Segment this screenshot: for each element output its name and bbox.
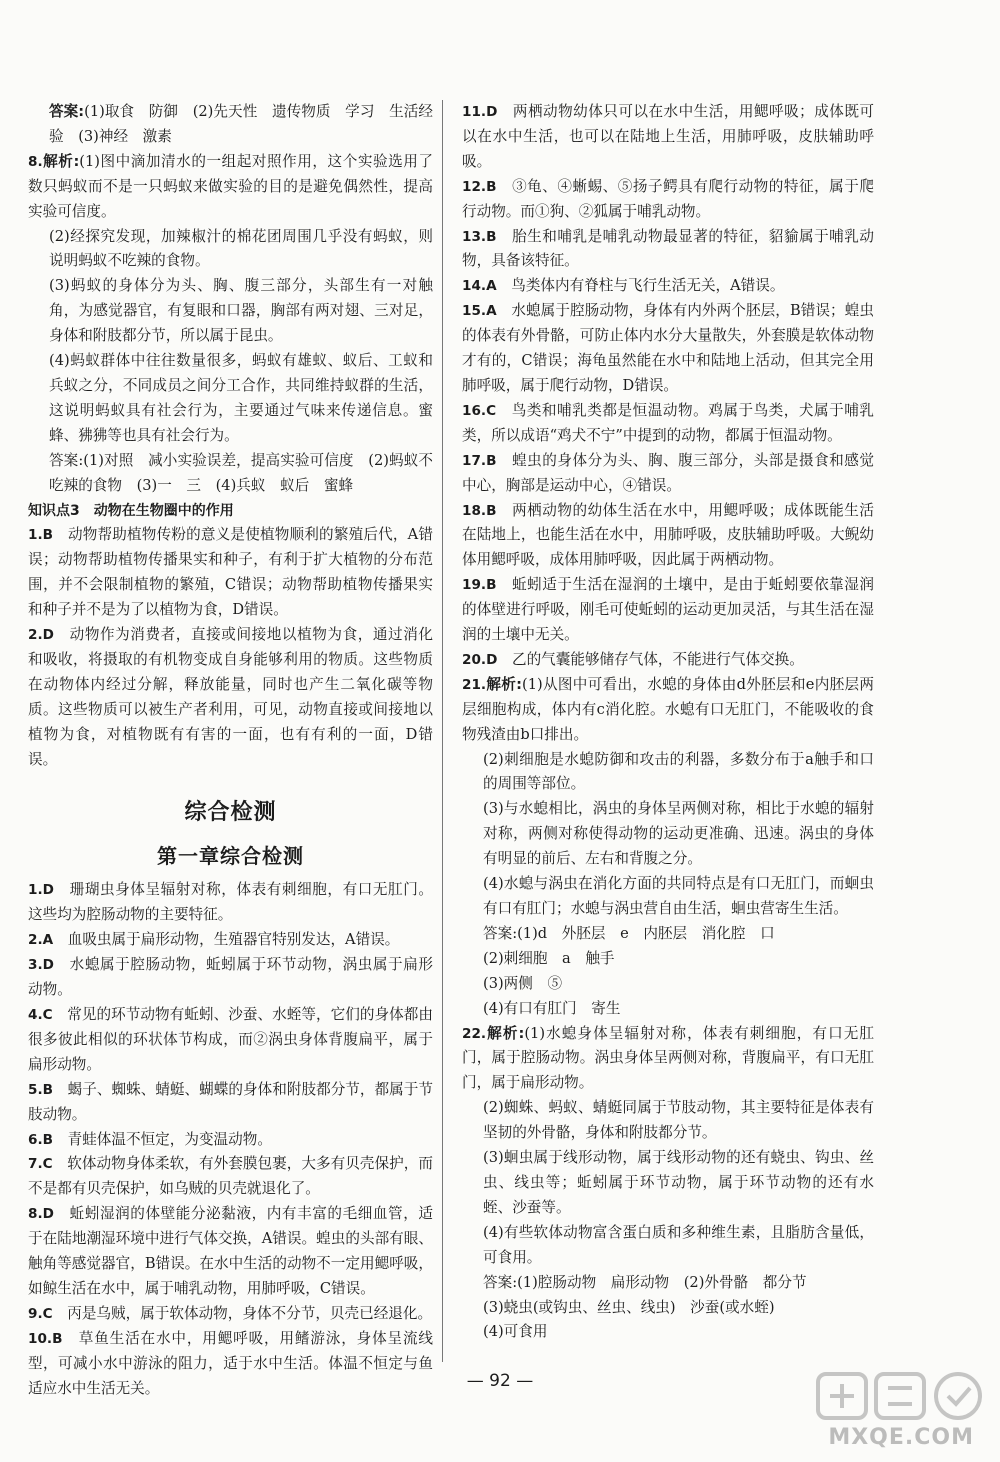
item-number: 21. [462, 676, 487, 693]
test-item-12 [462, 175, 874, 225]
item-number: 18.B [462, 502, 497, 519]
answer-22 [462, 1271, 874, 1296]
analysis-label: 解析: [486, 675, 523, 693]
item-text: 水螅属于腔肠动物，身体有内外两个胚层，B错误；蝗虫的体表有外骨骼，可防止体内水分大量散失，外套膜是软体动物才有的，C错误；海龟虽然能在水中和陆地上活动，但其完全用肺呼吸，属于爬行动物，D错误。 [462, 302, 874, 394]
left-column [28, 100, 433, 1402]
kp-item-2 [28, 623, 433, 772]
item-number: 16.C [462, 402, 497, 419]
answer-text: (1)对照 减小实验误差，提高实验可信度 (2)蚂蚁不吃辣的食物 (3)一 三 (4)兵蚁 蚁后 蜜蜂 [49, 451, 433, 494]
analysis-text: (3)蚂蚁的身体分为头、胸、腹三部分，头部生有一对触角，为感觉器官，有复眼和口器，胸部有两对翅、三对足，身体和附肢都分节，所以属于昆虫。 [49, 277, 433, 345]
analysis-text: (1)图中滴加清水的一组起对照作用，这个实验选用了数只蚂蚁而不是一只蚂蚁来做实验的目的是避免偶然性，提高实验可信度。 [28, 152, 433, 220]
answer-text: (1)d 外胚层 e 内胚层 消化腔 口 [517, 924, 775, 942]
test-item-9 [28, 1302, 433, 1327]
item-text: 两栖动物的幼体生活在水中，用鳃呼吸；成体既能生活在陆地上，也能生活在水中，用肺呼吸，皮肤辅助呼吸。大鲵幼体用鳃呼吸，成体用肺呼吸，因此属于两栖动物。 [462, 501, 874, 569]
test-item-5 [28, 1078, 433, 1128]
watermark-text: MXQE.COM [828, 1425, 974, 1450]
item-text: 鸟类和哺乳类都是恒温动物。鸡属于鸟类，犬属于哺乳类，所以成语“鸡犬不宁”中提到的动物，都属于恒温动物。 [462, 401, 874, 444]
item-text: 蝎子、蜘蛛、蜻蜓、蝴蝶的身体和附肢都分节，都属于节肢动物。 [28, 1080, 433, 1123]
item-number: 9.C [28, 1305, 53, 1322]
item-text: 常见的环节动物有蚯蚓、沙蚕、水蛭等，它们的身体都由很多彼此相似的环状体节构成，而②涡虫身体背腹扁平，属于扁形动物。 [28, 1006, 433, 1073]
watermark-logo [812, 1366, 988, 1456]
test-item-21 [462, 673, 874, 1022]
test-item-19 [462, 573, 874, 648]
item-number: 20.D [462, 651, 498, 668]
answer-label: 答案: [49, 103, 85, 120]
test-item-22 [462, 1022, 874, 1346]
kp-item-1 [28, 523, 433, 623]
test-item-1 [28, 878, 433, 928]
item-text: 乙的气囊能够储存气体，不能进行气体交换。 [511, 650, 804, 668]
watermark-emblem-icon [812, 1366, 988, 1426]
test-item-2 [28, 928, 433, 953]
analysis-text: (4)水螅与涡虫在消化方面的共同特点是有口无肛门，而蛔虫有口有肛门；水螅与涡虫营自由生活，蛔虫营寄生生活。 [483, 875, 874, 917]
answer-text: (3)蛲虫(或钩虫、丝虫、线虫) 沙蚕(或水蛭) [483, 1298, 775, 1316]
test-item-4 [28, 1003, 433, 1078]
item-number: 10.B [28, 1330, 63, 1347]
item-text: ③龟、④蜥蜴、⑤扬子鳄具有爬行动物的特征，属于爬行动物。而①狗、②狐属于哺乳动物。 [462, 177, 874, 220]
item-number: 19.B [462, 577, 497, 594]
item-number: 7.C [28, 1156, 53, 1173]
item-number: 4.C [28, 1007, 53, 1023]
analysis-text: (2)经探究发现，加辣椒汁的棉花团周围几乎没有蚂蚁，则说明蚂蚁不吃辣的食物。 [49, 227, 433, 270]
item-number: 2.A [28, 932, 54, 949]
item-text: 动物帮助植物传粉的意义是使植物顺利的繁殖后代，A错误；动物帮助植物传播果实和种子，有利于扩大植物的分布范围，并不会限制植物的繁殖，C错误；动物帮助植物传播果实和种子并不是为了以植物为食，D错误。 [28, 526, 433, 619]
item-text: 草鱼生活在水中，用鳃呼吸，用鳍游泳，身体呈流线型，可减小水中游泳的阻力，适于水中生活。体温不恒定与鱼适应水中生活无关。 [28, 1329, 433, 1397]
analysis-text: (1)从图中可看出，水螅的身体由d外胚层和e内胚层两层细胞构成，体内有c消化腔。水螅有口无肛门，不能吸收的食物残渣由b口排出。 [462, 675, 874, 743]
item-text: 动物作为消费者，直接或间接地以植物为食，通过消化和吸收，将摄取的有机物变成自身能够利用的物质。这些物质在动物体内经过分解，释放能量，同时也产生二氧化碳等物质。这些物质可以被生产者利用，可见，动物直接或间接地以植物为食，对植物既有有害的一面，也有有利的一面，D错误。 [28, 626, 433, 768]
analysis-text: (2)蜘蛛、蚂蚁、蜻蜓同属于节肢动物，其主要特征是体表有坚韧的外骨骼，身体和附肢都分节。 [483, 1099, 874, 1142]
item-text: 两栖动物幼体只可以在水中生活，用鳃呼吸；成体既可以在水中生活，也可以在陆地上生活，用肺呼吸，皮肤辅助呼吸。 [462, 103, 874, 170]
test-item-20 [462, 648, 874, 673]
answer-label: 答案: [483, 924, 518, 942]
item-text: 蚯蚓适于生活在湿润的土壤中，是由于蚯蚓要依靠湿润的体壁进行呼吸，刚毛可使蚯蚓的运动更加灵活，与其生活在湿润的土壤中无关。 [462, 576, 874, 644]
answer-21 [462, 922, 874, 947]
item-number: 8.D [28, 1206, 54, 1223]
answer-8 [28, 449, 433, 499]
analysis-text: (4)蚂蚁群体中往往数量很多，蚂蚁有雄蚁、蚁后、工蚁和兵蚁之分，不同成员之间分工合作，共同维持蚁群的生活，这说明蚂蚁具有社会行为，主要通过气味来传递信息。蜜蜂、狒狒等也具有社会行为。 [49, 352, 433, 444]
test-item-7 [28, 1152, 433, 1202]
item-text: 丙是乌贼，属于软体动物，身体不分节，贝壳已经退化。 [67, 1304, 433, 1322]
item-text: 蚯蚓湿润的体壁能分泌黏液，内有丰富的毛细血管，适于在陆地潮湿环境中进行气体交换，A错误。蝗虫的头部有眼、触角等感觉器官，B错误。在水中生活的动物不一定用鳃呼吸，如鲸生活在水中，属于哺乳动物，用肺呼吸，C错误。 [28, 1205, 433, 1297]
analysis-text: (1)水螅身体呈辐射对称，体表有刺细胞，有口无肛门，属于腔肠动物。涡虫身体呈两侧对称，背腹扁平，有口无肛门，属于扁形动物。 [462, 1024, 874, 1092]
item-number: 11.D [462, 104, 498, 120]
item-number: 15.A [462, 303, 497, 320]
page-number: — 92 — [466, 1371, 534, 1391]
analysis-label: 解析: [486, 1024, 525, 1042]
item-text: 青蛙体温不恒定，为变温动物。 [67, 1130, 272, 1148]
question-number: 8. [28, 153, 43, 170]
item-number: 12.B [462, 178, 497, 195]
item-number: 13.B [462, 228, 497, 245]
test-item-6 [28, 1128, 433, 1153]
item-number: 22. [462, 1025, 487, 1042]
column-divider [442, 100, 443, 1362]
answer-text: (1)取食 防御 (2)先天性 遗传物质 学习 生活经验 (3)神经 激素 [49, 103, 433, 145]
item-text: 软体动物身体柔软，有外套膜包裹，大多有贝壳保护，而不是都有贝壳保护，如乌贼的贝壳就退化了。 [28, 1155, 433, 1198]
section-title: 综合检测 [184, 800, 277, 826]
analysis-text: (3)蛔虫属于线形动物，属于线形动物的还有蛲虫、钩虫、丝虫、线虫等；蚯蚓属于环节动物，属于环节动物的还有水蛭、沙蚕等。 [483, 1149, 874, 1216]
item-number: 1.D [28, 882, 54, 899]
answer-text: (4)有口有肛门 寄生 [483, 999, 621, 1017]
test-item-17 [462, 449, 874, 499]
item-number: 6.B [28, 1131, 53, 1148]
chapter-title: 第一章综合检测 [157, 844, 304, 869]
item-text: 蝗虫的身体分为头、胸、腹三部分，头部是摄食和感觉中心，胸部是运动中心，④错误。 [462, 451, 874, 494]
analysis-text: (3)与水螅相比，涡虫的身体呈两侧对称，相比于水螅的辐射对称，两侧对称使得动物的运动更准确、迅速。涡虫的身体有明显的前后、左右和背腹之分。 [483, 800, 874, 868]
test-item-15 [462, 299, 874, 399]
test-item-11 [462, 100, 874, 175]
item-number: 1.B [28, 527, 53, 544]
test-item-13 [462, 225, 874, 275]
answer-label: 答案: [49, 451, 84, 469]
analysis-text: (2)刺细胞是水螅防御和攻击的利器，多数分布于a触手和口的周围等部位。 [483, 750, 874, 793]
test-item-14 [462, 274, 874, 299]
item-number: 14.A [462, 278, 497, 295]
question-8 [28, 150, 433, 499]
item-text: 血吸虫属于扁形动物，生殖器官特别发达，A错误。 [67, 931, 400, 949]
analysis-text: (4)有些软体动物富含蛋白质和多种维生素，且脂肪含量低，可食用。 [483, 1223, 874, 1266]
right-column [462, 100, 874, 1345]
answer-7 [28, 100, 433, 150]
answer-text: (1)腔肠动物 扁形动物 (2)外骨骼 都分节 [517, 1273, 807, 1291]
test-item-8 [28, 1202, 433, 1302]
answer-text: (4)可食用 [483, 1323, 548, 1341]
analysis-label: 解析: [42, 152, 80, 170]
answer-label: 答案: [483, 1273, 518, 1291]
knowledge-point-heading: 知识点3 动物在生物圈中的作用 [28, 502, 234, 519]
item-text: 胎生和哺乳是哺乳动物最显著的特征，貂貐属于哺乳动物，具备该特征。 [462, 227, 874, 270]
answer-text: (2)刺细胞 a 触手 [483, 949, 615, 967]
item-text: 水螅属于腔肠动物，蚯蚓属于环节动物，涡虫属于扁形动物。 [28, 956, 433, 999]
item-number: 3.D [28, 957, 54, 974]
test-item-16 [462, 399, 874, 449]
item-text: 鸟类体内有脊柱与飞行生活无关，A错误。 [511, 277, 785, 295]
item-number: 2.D [28, 627, 54, 644]
item-number: 5.B [28, 1081, 53, 1098]
item-text: 珊瑚虫身体呈辐射对称，体表有刺细胞，有口无肛门。这些均为腔肠动物的主要特征。 [28, 881, 433, 924]
answer-text: (3)两侧 ⑤ [483, 974, 563, 992]
item-number: 17.B [462, 452, 497, 469]
test-item-3 [28, 953, 433, 1003]
test-item-18 [462, 499, 874, 574]
